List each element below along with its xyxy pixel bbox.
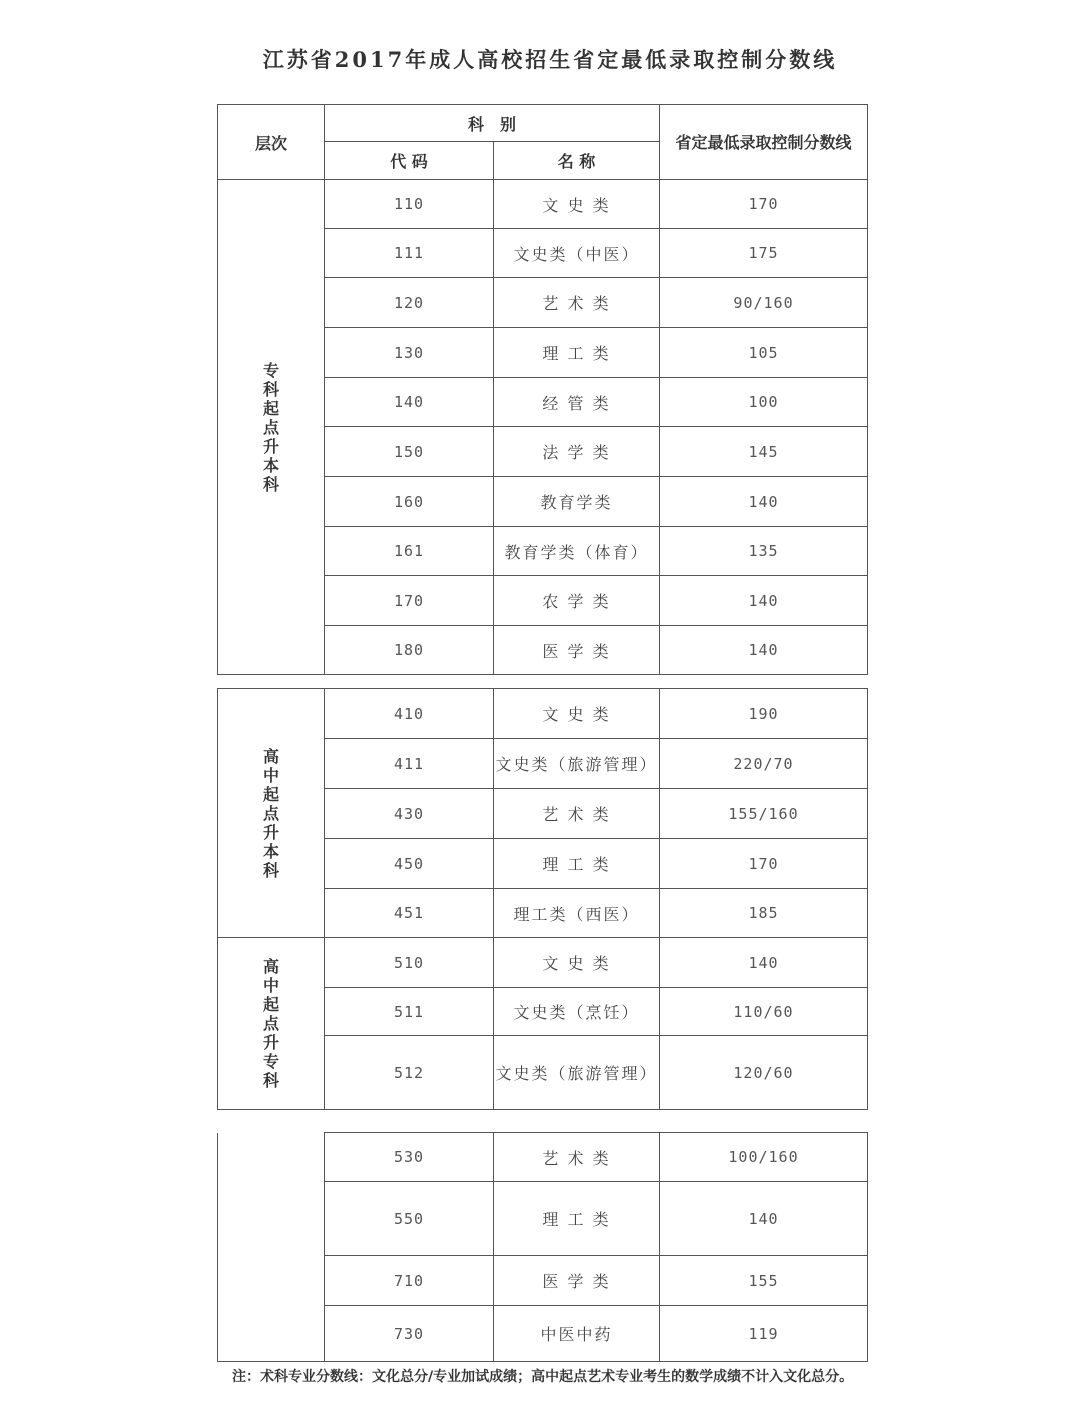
code-cell: 411 (325, 739, 494, 789)
score-cell: 120/60 (660, 1036, 868, 1110)
table-row (218, 938, 868, 988)
footnote: 注：术科专业分数线：文化总分/专业加试成绩；高中起点艺术专业考生的数学成绩不计入文化总分。 (232, 1369, 854, 1385)
level-cell (218, 938, 325, 1110)
code-cell: 111 (325, 229, 494, 278)
name-cell: 艺 术 类 (494, 789, 660, 839)
code-cell: 150 (325, 427, 494, 477)
code-cell: 550 (325, 1182, 494, 1256)
score-cell: 155 (660, 1256, 868, 1306)
code-cell: 140 (325, 378, 494, 427)
score-cell: 220/70 (660, 739, 868, 789)
code-cell: 161 (325, 527, 494, 576)
name-cell: 文 史 类 (494, 689, 660, 739)
name-cell: 中医中药 (494, 1306, 660, 1362)
level-label: 专科起点升本科 (262, 360, 279, 494)
code-cell: 130 (325, 328, 494, 378)
level-label: 高中起点升专科 (262, 957, 279, 1090)
name-cell: 文史类（烹饪） (494, 988, 660, 1036)
score-cell: 175 (660, 229, 868, 278)
code-cell: 180 (325, 626, 494, 675)
level-cell (218, 1133, 325, 1362)
name-cell: 医 学 类 (494, 626, 660, 675)
header-level: 层次 (218, 105, 325, 180)
score-table (217, 1132, 868, 1362)
name-cell: 教育学类（体育） (494, 527, 660, 576)
name-cell: 法 学 类 (494, 427, 660, 477)
name-cell: 经 管 类 (494, 378, 660, 427)
code-cell: 170 (325, 576, 494, 626)
code-cell: 430 (325, 789, 494, 839)
name-cell: 艺 术 类 (494, 278, 660, 328)
name-cell: 医 学 类 (494, 1256, 660, 1306)
header-name: 名 称 (494, 142, 660, 180)
code-cell: 730 (325, 1306, 494, 1362)
page-title: 江苏省2017年成人高校招生省定最低录取控制分数线 (262, 47, 838, 72)
score-cell: 185 (660, 889, 868, 938)
code-cell: 510 (325, 938, 494, 988)
table-row (218, 689, 868, 739)
score-table (217, 104, 868, 675)
score-cell: 140 (660, 477, 868, 527)
code-cell: 511 (325, 988, 494, 1036)
name-cell: 理 工 类 (494, 839, 660, 889)
score-table-segment-2 (217, 688, 867, 1110)
score-cell: 190 (660, 689, 868, 739)
code-cell: 512 (325, 1036, 494, 1110)
code-cell: 110 (325, 180, 494, 229)
score-cell: 155/160 (660, 789, 868, 839)
score-table (217, 688, 868, 1110)
name-cell: 教育学类 (494, 477, 660, 527)
score-table-segment-1 (217, 104, 867, 675)
score-cell: 105 (660, 328, 868, 378)
code-cell: 160 (325, 477, 494, 527)
name-cell: 农 学 类 (494, 576, 660, 626)
name-cell: 文史类（旅游管理） (494, 739, 660, 789)
score-cell: 100/160 (660, 1133, 868, 1182)
header-code: 代 码 (325, 142, 494, 180)
name-cell: 理工类（西医） (494, 889, 660, 938)
name-cell: 理 工 类 (494, 328, 660, 378)
name-cell: 文史类（旅游管理） (494, 1036, 660, 1110)
score-cell: 145 (660, 427, 868, 477)
score-table-segment-3 (217, 1132, 867, 1362)
score-cell: 170 (660, 839, 868, 889)
code-cell: 120 (325, 278, 494, 328)
header-category: 科 别 (325, 105, 660, 142)
name-cell: 文 史 类 (494, 938, 660, 988)
score-cell: 140 (660, 576, 868, 626)
score-cell: 90/160 (660, 278, 868, 328)
code-cell: 710 (325, 1256, 494, 1306)
code-cell: 450 (325, 839, 494, 889)
score-cell: 170 (660, 180, 868, 229)
name-cell: 理 工 类 (494, 1182, 660, 1256)
score-cell: 100 (660, 378, 868, 427)
code-cell: 451 (325, 889, 494, 938)
table-row (218, 180, 868, 229)
name-cell: 文 史 类 (494, 180, 660, 229)
score-cell: 135 (660, 527, 868, 576)
level-cell (218, 180, 325, 675)
header-score: 省定最低录取控制分数线 (660, 105, 868, 180)
name-cell: 文史类（中医） (494, 229, 660, 278)
score-cell: 140 (660, 1182, 868, 1256)
score-cell: 110/60 (660, 988, 868, 1036)
level-label: 高中起点升本科 (262, 746, 279, 880)
code-cell: 530 (325, 1133, 494, 1182)
score-cell: 119 (660, 1306, 868, 1362)
table-row (218, 1133, 868, 1182)
name-cell: 艺 术 类 (494, 1133, 660, 1182)
code-cell: 410 (325, 689, 494, 739)
level-cell (218, 689, 325, 938)
score-cell: 140 (660, 938, 868, 988)
score-cell: 140 (660, 626, 868, 675)
